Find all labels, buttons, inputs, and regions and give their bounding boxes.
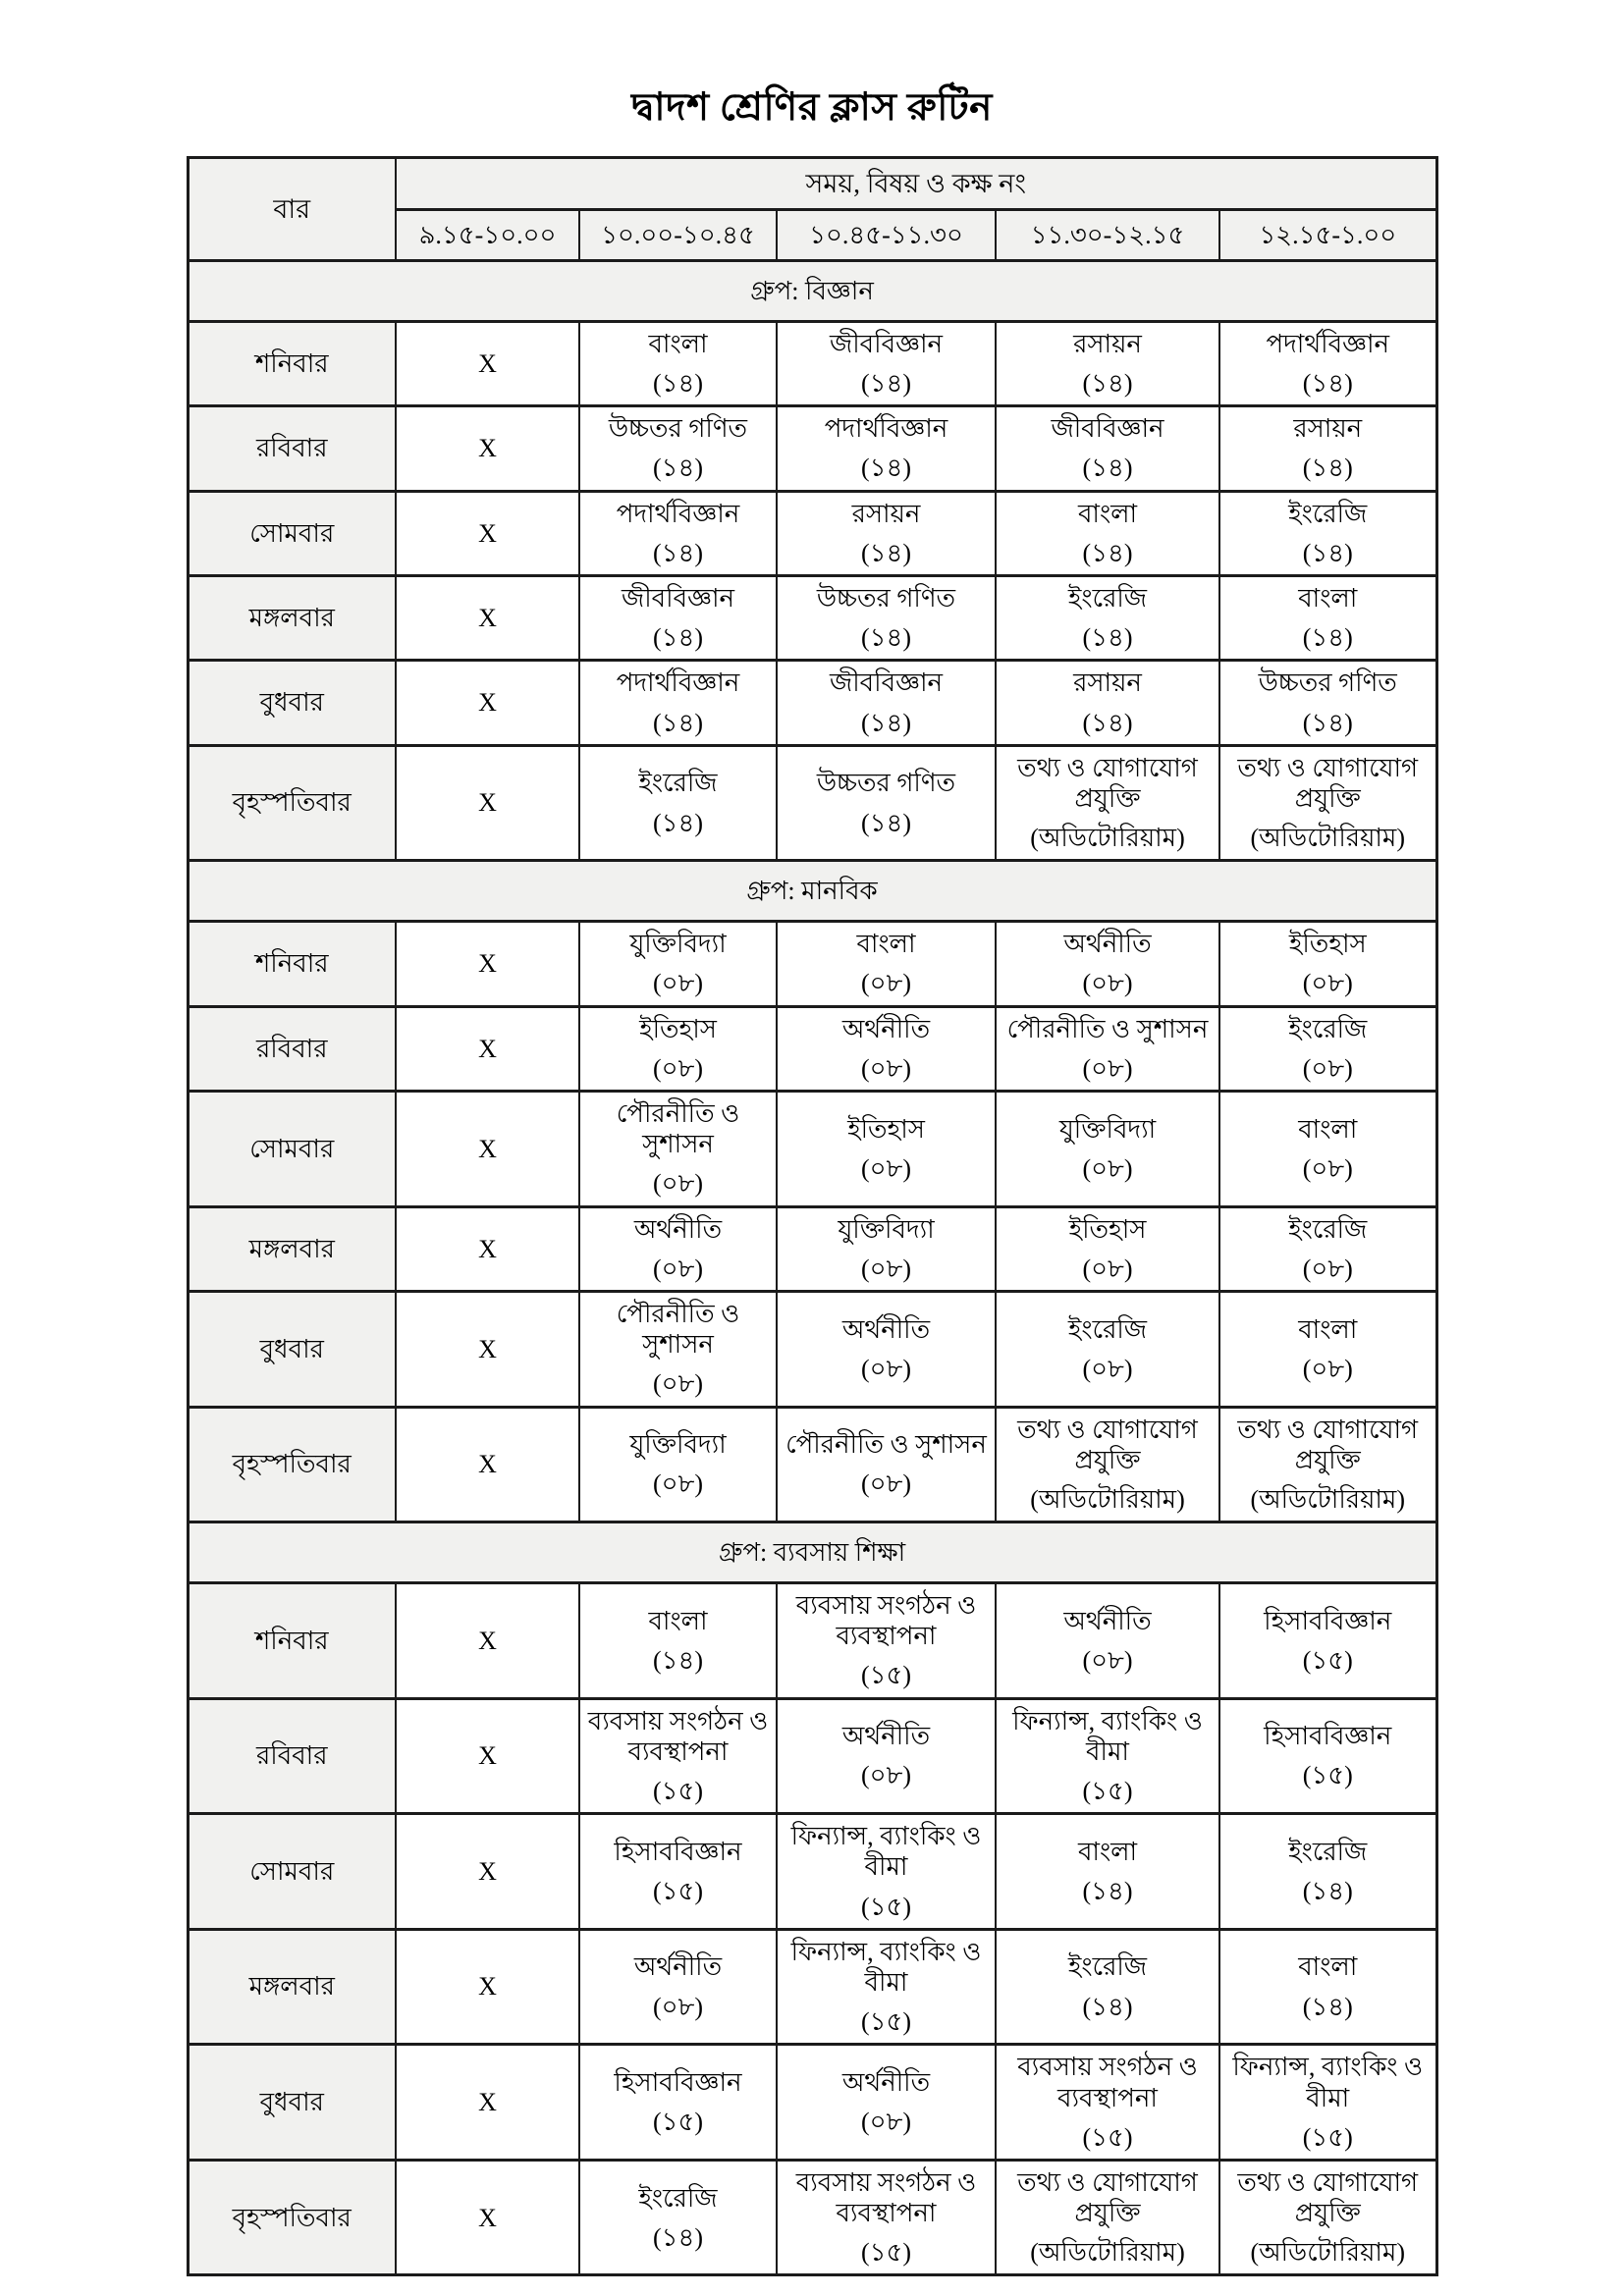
room-label: (১৫) xyxy=(860,1661,912,1690)
period-cell xyxy=(579,1929,777,2045)
period-cell xyxy=(777,1929,996,2045)
period-cell xyxy=(777,745,996,861)
group-header-label: গ্রুপ: ব্যবসায় শিক্ষা xyxy=(188,1522,1436,1583)
period-cell xyxy=(1219,1407,1436,1522)
subject-label: অর্থনীতি xyxy=(841,1722,931,1751)
subject-label: ইতিহাস xyxy=(847,1114,925,1144)
period-cell xyxy=(579,922,777,1006)
period-cell xyxy=(1219,406,1436,491)
subject-label: হিসাববিজ্ঞান xyxy=(614,2067,742,2097)
period-cell xyxy=(777,1291,996,1407)
room-label: (১৪) xyxy=(652,1645,704,1675)
subject-label: ব্যবসায় সংগঠন ও ব্যবস্থাপনা xyxy=(795,1591,977,1651)
period-cell xyxy=(777,2160,996,2275)
period-cell xyxy=(996,2045,1219,2161)
room-label: (অডিটোরিয়াম) xyxy=(1250,1484,1406,1514)
room-label: (০৮) xyxy=(1082,969,1133,998)
room-label: (১৪) xyxy=(1082,454,1133,483)
day-row xyxy=(188,2160,1436,2275)
day-cell: মঙ্গলবার xyxy=(188,1206,396,1291)
room-label: (০৮) xyxy=(652,969,704,998)
header-row-top xyxy=(188,157,1436,209)
period-cell xyxy=(996,1698,1219,1814)
period-cell xyxy=(777,1698,996,1814)
room-label: (১৪) xyxy=(1302,369,1353,399)
room-label: (০৮) xyxy=(652,1992,704,2021)
room-label: (১৪) xyxy=(1302,623,1353,653)
day-cell: রবিবার xyxy=(188,1698,396,1814)
room-label: (০৮) xyxy=(1302,969,1353,998)
period-cell xyxy=(579,321,777,405)
room-label: (অডিটোরিয়াম) xyxy=(1250,824,1406,853)
subject-label: বাংলা xyxy=(856,930,916,959)
subject-label: উচ্চতর গণিত xyxy=(1258,668,1397,698)
period-cell xyxy=(996,406,1219,491)
period-cell xyxy=(777,661,996,745)
subject-label: ইতিহাস xyxy=(1068,1214,1147,1244)
subject-label: তথ্য ও যোগাযোগ প্রযুক্তি xyxy=(1017,2167,1198,2228)
subject-label: যুক্তিবিদ্যা xyxy=(629,930,727,959)
subject-label: বাংলা xyxy=(1298,583,1358,613)
no-class-cell: X xyxy=(396,1006,579,1091)
no-class-cell: X xyxy=(396,1206,579,1291)
subject-label: অর্থনীতি xyxy=(841,1014,931,1043)
day-cell: বুধবার xyxy=(188,661,396,745)
day-cell: সোমবার xyxy=(188,491,396,575)
room-label: (০৮) xyxy=(1082,1645,1133,1675)
routine-table-body xyxy=(188,260,1436,2275)
room-label: (০৮) xyxy=(860,969,912,998)
no-class-cell: X xyxy=(396,1698,579,1814)
period-cell xyxy=(996,1814,1219,1930)
subject-label: ইংরেজি xyxy=(1288,1214,1368,1244)
period-cell xyxy=(777,575,996,660)
no-class-cell: X xyxy=(396,2160,579,2275)
room-label: (১৫) xyxy=(860,2238,912,2268)
room-label: (১৪) xyxy=(652,808,704,837)
subject-label: ফিন্যান্স, ব্যাংকিং ও বীমা xyxy=(790,1937,982,1997)
room-label: (১৪) xyxy=(652,708,704,737)
subject-label: ইংরেজি xyxy=(638,769,718,798)
subject-label: পদার্থবিজ্ঞান xyxy=(1266,329,1390,358)
subject-label: রসায়ন xyxy=(1073,668,1142,698)
room-label: (১৪) xyxy=(860,454,912,483)
room-label: (১৪) xyxy=(1082,708,1133,737)
period-cell xyxy=(996,321,1219,405)
room-label: (০৮) xyxy=(1082,1153,1133,1183)
subject-label: ইতিহাস xyxy=(639,1014,717,1043)
time-slot-header-1: ৯.১৫-১০.০০ xyxy=(396,209,579,260)
period-cell xyxy=(777,1583,996,1699)
period-cell xyxy=(777,1814,996,1930)
room-label: (১৫) xyxy=(860,2007,912,2037)
day-row xyxy=(188,922,1436,1006)
no-class-cell: X xyxy=(396,922,579,1006)
subject-label: উচ্চতর গণিত xyxy=(816,769,956,798)
room-label: (১৪) xyxy=(1302,1992,1353,2021)
room-label: (১৪) xyxy=(1302,708,1353,737)
day-cell: বুধবার xyxy=(188,2045,396,2161)
room-label: (১৫) xyxy=(1302,2122,1353,2152)
period-cell xyxy=(777,922,996,1006)
day-row xyxy=(188,1698,1436,1814)
room-label: (০৮) xyxy=(1302,1254,1353,1283)
routine-table xyxy=(187,156,1438,2277)
room-label: (১৪) xyxy=(860,808,912,837)
group-header-row xyxy=(188,1522,1436,1583)
room-label: (১৫) xyxy=(652,1777,704,1806)
subject-label: ব্যবসায় সংগঠন ও ব্যবস্থাপনা xyxy=(587,1706,769,1766)
day-cell: শনিবার xyxy=(188,922,396,1006)
room-label: (১৫) xyxy=(652,1877,704,1905)
subject-label: হিসাববিজ্ঞান xyxy=(614,1837,742,1866)
subject-label: জীববিজ্ঞান xyxy=(621,583,735,613)
no-class-cell: X xyxy=(396,575,579,660)
period-cell xyxy=(777,491,996,575)
time-slot-header-2: ১০.০০-১০.৪৫ xyxy=(579,209,777,260)
subject-label: জীববিজ্ঞান xyxy=(829,329,944,358)
no-class-cell: X xyxy=(396,1583,579,1699)
subject-label: অর্থনীতি xyxy=(841,1314,931,1344)
subject-label: ফিন্যান্স, ব্যাংকিং ও বীমা xyxy=(790,1822,982,1882)
room-label: (০৮) xyxy=(1082,1354,1133,1383)
period-cell xyxy=(777,2045,996,2161)
period-cell xyxy=(579,1407,777,1522)
subject-label: পৌরনীতি ও সুশাসন xyxy=(785,1430,987,1460)
period-cell xyxy=(579,406,777,491)
room-label: (১৪) xyxy=(652,538,704,567)
day-row xyxy=(188,661,1436,745)
room-label: (০৮) xyxy=(860,1254,912,1283)
day-cell: রবিবার xyxy=(188,1006,396,1091)
subject-label: ইংরেজি xyxy=(638,2183,718,2213)
subject-label: তথ্য ও যোগাযোগ প্রযুক্তি xyxy=(1017,753,1198,813)
room-label: (০৮) xyxy=(652,1169,704,1199)
period-cell xyxy=(996,922,1219,1006)
room-label: (০৮) xyxy=(860,1469,912,1499)
room-label: (১৫) xyxy=(1082,1777,1133,1806)
period-cell xyxy=(579,491,777,575)
room-label: (১৪) xyxy=(1082,1992,1133,2021)
day-cell: রবিবার xyxy=(188,406,396,491)
room-label: (০৮) xyxy=(860,1354,912,1383)
room-label: (অডিটোরিয়াম) xyxy=(1030,824,1185,853)
day-cell: মঙ্গলবার xyxy=(188,575,396,660)
no-class-cell: X xyxy=(396,1291,579,1407)
room-label: (১৪) xyxy=(1082,369,1133,399)
room-label: (১৪) xyxy=(1082,538,1133,567)
subject-label: বাংলা xyxy=(1298,1314,1358,1344)
room-label: (০৮) xyxy=(652,1469,704,1499)
period-cell xyxy=(996,575,1219,660)
subject-label: অর্থনীতি xyxy=(633,1952,723,1982)
subject-label: অর্থনীতি xyxy=(633,1214,723,1244)
room-label: (অডিটোরিয়াম) xyxy=(1030,1484,1185,1514)
day-row xyxy=(188,321,1436,405)
time-slot-header-3: ১০.৪৫-১১.৩০ xyxy=(777,209,996,260)
no-class-cell: X xyxy=(396,661,579,745)
period-cell xyxy=(777,321,996,405)
day-row xyxy=(188,1814,1436,1930)
room-label: (০৮) xyxy=(652,1369,704,1399)
period-cell xyxy=(579,1814,777,1930)
period-cell xyxy=(1219,1092,1436,1207)
group-header-row xyxy=(188,861,1436,922)
subject-label: অর্থনীতি xyxy=(841,2067,931,2097)
subject-label: রসায়ন xyxy=(1293,414,1363,444)
page-title: দ্বাদশ শ্রেণির ক্লাস রুটিন xyxy=(631,86,993,129)
subject-label: জীববিজ্ঞান xyxy=(829,668,944,698)
period-cell xyxy=(579,1291,777,1407)
subject-label: পদার্থবিজ্ঞান xyxy=(616,668,740,698)
room-label: (১৫) xyxy=(652,2108,704,2137)
day-cell: শনিবার xyxy=(188,321,396,405)
room-label: (০৮) xyxy=(860,1153,912,1183)
room-label: (অডিটোরিয়াম) xyxy=(1030,2238,1185,2268)
subject-label: যুক্তিবিদ্যা xyxy=(838,1214,935,1244)
room-label: (১৪) xyxy=(652,454,704,483)
period-cell xyxy=(1219,1929,1436,2045)
subject-label: বাংলা xyxy=(1077,1837,1138,1866)
no-class-cell: X xyxy=(396,1407,579,1522)
period-cell xyxy=(1219,661,1436,745)
day-cell: বৃহস্পতিবার xyxy=(188,745,396,861)
period-cell xyxy=(777,1206,996,1291)
room-label: (০৮) xyxy=(860,1053,912,1083)
period-cell xyxy=(1219,321,1436,405)
day-row xyxy=(188,1291,1436,1407)
subject-label: পৌরনীতি ও সুশাসন xyxy=(1006,1014,1209,1043)
day-column-header: বার xyxy=(188,157,396,260)
room-label: (১৪) xyxy=(1082,1877,1133,1905)
subject-label: ব্যবসায় সংগঠন ও ব্যবস্থাপনা xyxy=(795,2167,977,2228)
room-label: (০৮) xyxy=(1302,1354,1353,1383)
period-cell xyxy=(1219,745,1436,861)
room-label: (০৮) xyxy=(1082,1254,1133,1283)
period-cell xyxy=(579,1006,777,1091)
period-cell xyxy=(579,1206,777,1291)
period-cell xyxy=(996,1407,1219,1522)
subject-label: পৌরনীতি ও সুশাসন xyxy=(616,1099,740,1159)
subject-label: অর্থনীতি xyxy=(1063,1606,1152,1635)
subject-label: ইংরেজি xyxy=(1288,1837,1368,1866)
period-cell xyxy=(777,1407,996,1522)
period-cell xyxy=(1219,2160,1436,2275)
subject-label: বাংলা xyxy=(1298,1952,1358,1982)
period-cell xyxy=(1219,1206,1436,1291)
no-class-cell: X xyxy=(396,745,579,861)
room-label: (০৮) xyxy=(1082,1053,1133,1083)
day-cell: বুধবার xyxy=(188,1291,396,1407)
subject-label: তথ্য ও যোগাযোগ প্রযুক্তি xyxy=(1017,1415,1198,1474)
subject-label: বাংলা xyxy=(1298,1114,1358,1144)
room-label: (০৮) xyxy=(860,1761,912,1790)
day-cell: বৃহস্পতিবার xyxy=(188,2160,396,2275)
period-cell xyxy=(777,1006,996,1091)
room-label: (১৫) xyxy=(1302,1761,1353,1790)
period-cell xyxy=(579,575,777,660)
day-row xyxy=(188,406,1436,491)
time-subject-room-header: সময়, বিষয় ও কক্ষ নং xyxy=(396,157,1436,209)
room-label: (১৪) xyxy=(1082,623,1133,653)
period-cell xyxy=(1219,1583,1436,1699)
room-label: (০৮) xyxy=(652,1053,704,1083)
day-row xyxy=(188,745,1436,861)
no-class-cell: X xyxy=(396,406,579,491)
period-cell xyxy=(996,1929,1219,2045)
room-label: (০৮) xyxy=(1302,1053,1353,1083)
subject-label: তথ্য ও যোগাযোগ প্রযুক্তি xyxy=(1237,753,1419,813)
subject-label: ফিন্যান্স, ব্যাংকিং ও বীমা xyxy=(1232,2053,1424,2112)
subject-label: রসায়ন xyxy=(851,499,921,528)
subject-label: যুক্তিবিদ্যা xyxy=(1058,1114,1157,1144)
room-label: (১৪) xyxy=(652,2222,704,2252)
subject-label: তথ্য ও যোগাযোগ প্রযুক্তি xyxy=(1237,1415,1419,1474)
period-cell xyxy=(996,745,1219,861)
period-cell xyxy=(996,491,1219,575)
no-class-cell: X xyxy=(396,2045,579,2161)
room-label: (১৫) xyxy=(860,1892,912,1921)
subject-label: পদার্থবিজ্ঞান xyxy=(824,414,948,444)
room-label: (০৮) xyxy=(860,2108,912,2137)
day-row xyxy=(188,575,1436,660)
subject-label: অর্থনীতি xyxy=(1063,930,1152,959)
period-cell xyxy=(777,406,996,491)
period-cell xyxy=(1219,1814,1436,1930)
period-cell xyxy=(579,661,777,745)
subject-label: তথ্য ও যোগাযোগ প্রযুক্তি xyxy=(1237,2167,1419,2228)
period-cell xyxy=(1219,1698,1436,1814)
time-slot-header-5: ১২.১৫-১.০০ xyxy=(1219,209,1436,260)
period-cell xyxy=(1219,2045,1436,2161)
no-class-cell: X xyxy=(396,1929,579,2045)
subject-label: উচ্চতর গণিত xyxy=(816,583,956,613)
subject-label: ইতিহাস xyxy=(1288,930,1367,959)
room-label: (১৫) xyxy=(1302,1645,1353,1675)
subject-label: জীববিজ্ঞান xyxy=(1051,414,1164,444)
period-cell xyxy=(1219,491,1436,575)
subject-label: বাংলা xyxy=(1077,499,1138,528)
room-label: (১৪) xyxy=(860,369,912,399)
subject-label: রসায়ন xyxy=(1073,329,1142,358)
period-cell xyxy=(777,1092,996,1207)
group-header-row xyxy=(188,260,1436,321)
subject-label: ফিন্যান্স, ব্যাংকিং ও বীমা xyxy=(1012,1706,1203,1766)
subject-label: যুক্তিবিদ্যা xyxy=(629,1430,727,1460)
room-label: (০৮) xyxy=(652,1254,704,1283)
room-label: (১৪) xyxy=(860,708,912,737)
day-row xyxy=(188,1092,1436,1207)
subject-label: পৌরনীতি ও সুশাসন xyxy=(616,1299,740,1360)
no-class-cell: X xyxy=(396,1814,579,1930)
room-label: (অডিটোরিয়াম) xyxy=(1250,2238,1406,2268)
period-cell xyxy=(996,2160,1219,2275)
room-label: (০৮) xyxy=(1302,1153,1353,1183)
day-cell: বৃহস্পতিবার xyxy=(188,1407,396,1522)
time-slot-header-4: ১১.৩০-১২.১৫ xyxy=(996,209,1219,260)
day-cell: সোমবার xyxy=(188,1814,396,1930)
room-label: (১৫) xyxy=(1082,2122,1133,2152)
period-cell xyxy=(1219,1006,1436,1091)
subject-label: ইংরেজি xyxy=(1067,583,1148,613)
period-cell xyxy=(1219,922,1436,1006)
room-label: (১৪) xyxy=(1302,454,1353,483)
day-row xyxy=(188,491,1436,575)
period-cell xyxy=(996,1291,1219,1407)
group-header-label: গ্রুপ: মানবিক xyxy=(188,861,1436,922)
period-cell xyxy=(579,1698,777,1814)
period-cell xyxy=(996,661,1219,745)
routine-table-header xyxy=(188,157,1436,260)
period-cell xyxy=(996,1092,1219,1207)
room-label: (১৪) xyxy=(1302,1877,1353,1905)
subject-label: ইংরেজি xyxy=(1067,1952,1148,1982)
no-class-cell: X xyxy=(396,1092,579,1207)
period-cell xyxy=(579,1583,777,1699)
day-row xyxy=(188,1407,1436,1522)
period-cell xyxy=(1219,1291,1436,1407)
day-row xyxy=(188,1583,1436,1699)
subject-label: উচ্চতর গণিত xyxy=(608,414,748,444)
period-cell xyxy=(996,1583,1219,1699)
subject-label: পদার্থবিজ্ঞান xyxy=(616,499,740,528)
period-cell xyxy=(996,1206,1219,1291)
room-label: (১৪) xyxy=(1302,538,1353,567)
day-cell: মঙ্গলবার xyxy=(188,1929,396,2045)
subject-label: বাংলা xyxy=(648,329,708,358)
no-class-cell: X xyxy=(396,491,579,575)
day-row xyxy=(188,2045,1436,2161)
subject-label: হিসাববিজ্ঞান xyxy=(1264,1722,1392,1751)
no-class-cell: X xyxy=(396,321,579,405)
day-row xyxy=(188,1929,1436,2045)
period-cell xyxy=(1219,575,1436,660)
day-cell: শনিবার xyxy=(188,1583,396,1699)
group-header-label: গ্রুপ: বিজ্ঞান xyxy=(188,260,1436,321)
subject-label: ব্যবসায় সংগঠন ও ব্যবস্থাপনা xyxy=(1017,2053,1198,2112)
room-label: (১৪) xyxy=(652,623,704,653)
subject-label: হিসাববিজ্ঞান xyxy=(1264,1606,1392,1635)
day-cell: সোমবার xyxy=(188,1092,396,1207)
subject-label: ইংরেজি xyxy=(1067,1314,1148,1344)
period-cell xyxy=(579,2045,777,2161)
room-label: (১৪) xyxy=(860,538,912,567)
subject-label: ইংরেজি xyxy=(1288,499,1368,528)
day-row xyxy=(188,1206,1436,1291)
subject-label: ইংরেজি xyxy=(1288,1014,1368,1043)
day-row xyxy=(188,1006,1436,1091)
period-cell xyxy=(996,1006,1219,1091)
room-label: (১৪) xyxy=(860,623,912,653)
room-label: (১৪) xyxy=(652,369,704,399)
period-cell xyxy=(579,2160,777,2275)
subject-label: বাংলা xyxy=(648,1606,708,1635)
period-cell xyxy=(579,1092,777,1207)
period-cell xyxy=(579,745,777,861)
